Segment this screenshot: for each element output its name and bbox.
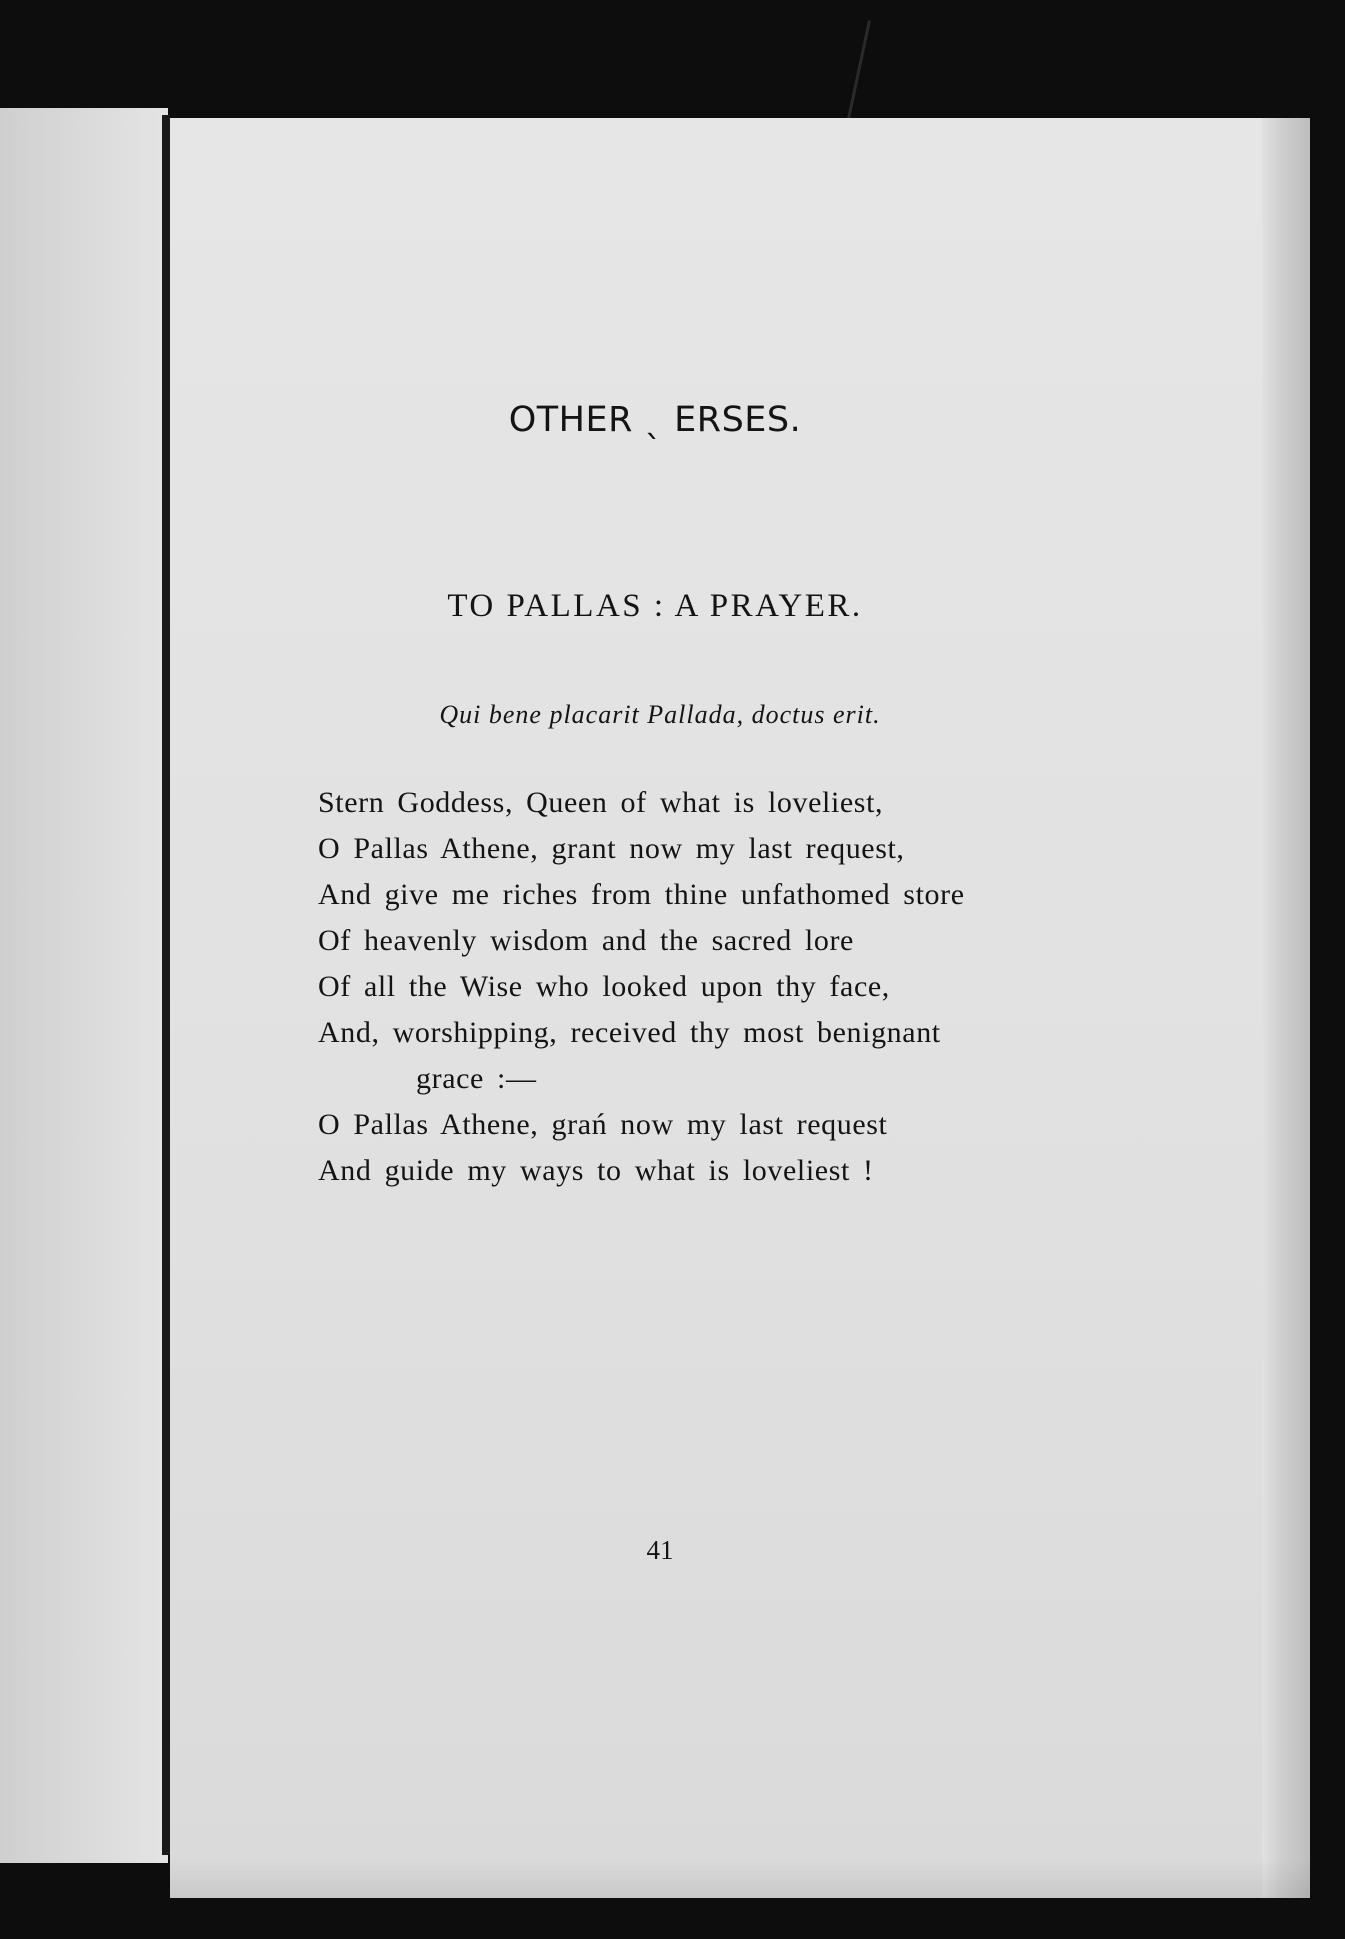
poem-line: O Pallas Athene, grań now my last request: [318, 1108, 888, 1141]
page-bottom-shadow: [170, 1858, 1310, 1898]
previous-page-edge: [0, 108, 168, 1863]
poem-line: And, worshipping, received thy most benignant: [318, 1016, 941, 1049]
poem-body: [318, 780, 965, 1194]
poem-line: Of heavenly wisdom and the sacred lore: [318, 924, 854, 957]
section-heading: OTHER ˎ ERSES.: [508, 400, 802, 440]
poem-line: And guide my ways to what is loveliest !: [318, 1154, 874, 1187]
poem-line: And give me riches from thine unfathomed store: [318, 878, 965, 911]
poem-line: Of all the Wise who looked upon thy face,: [318, 970, 890, 1003]
poem-line: Stern Goddess, Queen of what is loveliest,: [318, 786, 884, 819]
poem-title: TO PALLAS : A PRAYER.: [447, 588, 863, 624]
page-number: 41: [646, 1535, 674, 1565]
page-edge-shadow: [1262, 118, 1310, 1898]
poem-line: grace :—: [416, 1062, 537, 1095]
epigraph: Qui bene placarit Pallada, doctus erit.: [439, 700, 881, 729]
book-gutter: [162, 115, 170, 1855]
poem-line: O Pallas Athene, grant now my last request,: [318, 832, 905, 865]
